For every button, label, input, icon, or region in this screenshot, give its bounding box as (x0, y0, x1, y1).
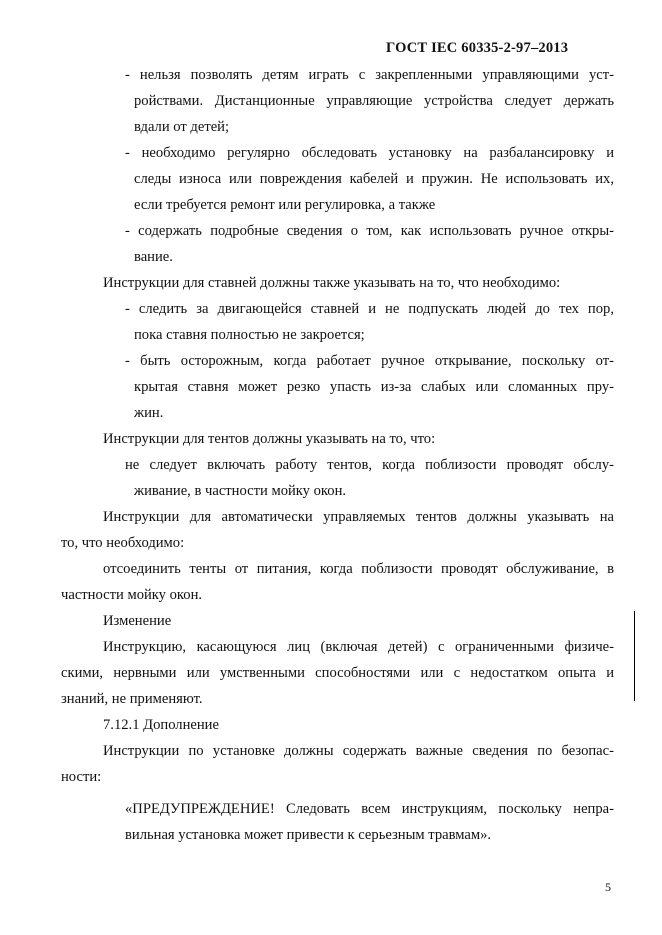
text-line: частности мойку окон. (61, 587, 203, 603)
text-line: ройствами. Дистанционные управляющие устройства следует держать (134, 93, 614, 109)
text-line: если требуется ремонт или регулировка, а также (134, 197, 436, 213)
text-line: то, что необходимо: (61, 535, 185, 551)
text-line: вдали от детей; (134, 119, 230, 135)
text-line: Инструкцию, касающуюся лиц (включая детей) с ограниченными физиче- (103, 639, 614, 655)
text-line: крытая ставня может резко упасть из-за слабых или сломанных пру- (134, 379, 614, 395)
text-line: пока ставня полностью не закроется; (134, 327, 365, 343)
text-line: вильная установка может привести к серьезным травмам». (125, 827, 492, 843)
text-line: Инструкции для тентов должны указывать на то, что: (103, 431, 436, 447)
text-line: - нельзя позволять детям играть с закрепленными управляющими уст- (125, 67, 614, 83)
text-line: знаний, не применяют. (61, 691, 203, 707)
text-line: живание, в частности мойку окон. (134, 483, 347, 499)
text-line: 7.12.1 Дополнение (103, 717, 219, 733)
text-line: вание. (134, 249, 173, 265)
text-line: Инструкции для ставней должны также указывать на то, что необходимо: (103, 275, 561, 291)
document-header: ГОСТ IEC 60335-2-97–2013 (386, 40, 569, 56)
text-line: отсоединить тенты от питания, когда поблизости проводят обслуживание, в (103, 561, 614, 577)
text-line: - содержать подробные сведения о том, как использовать ручное откры- (125, 223, 614, 239)
text-line: - необходимо регулярно обследовать установку на разбалансировку и (125, 145, 614, 161)
text-line: ности: (61, 769, 102, 785)
text-line: - быть осторожным, когда работает ручное открывание, поскольку от- (125, 353, 614, 369)
text-line: «ПРЕДУПРЕЖДЕНИЕ! Следовать всем инструкциям, поскольку непра- (125, 801, 614, 817)
text-line: жин. (134, 405, 164, 421)
revision-bar (634, 611, 635, 701)
text-line: скими, нервными или умственными способностями или с недостатком опыта и (61, 665, 614, 681)
text-line: Изменение (103, 613, 172, 629)
text-line: не следует включать работу тентов, когда поблизости проводят обслу- (125, 457, 614, 473)
text-line: Инструкции по установке должны содержать важные сведения по безопас- (103, 743, 614, 759)
page-number: 5 (605, 880, 611, 894)
text-line: Инструкции для автоматически управляемых тентов должны указывать на (103, 509, 614, 525)
text-line: следы износа или повреждения кабелей и пружин. Не использовать их, (134, 171, 614, 187)
text-line: - следить за двигающейся ставней и не подпускать людей до тех пор, (125, 301, 614, 317)
